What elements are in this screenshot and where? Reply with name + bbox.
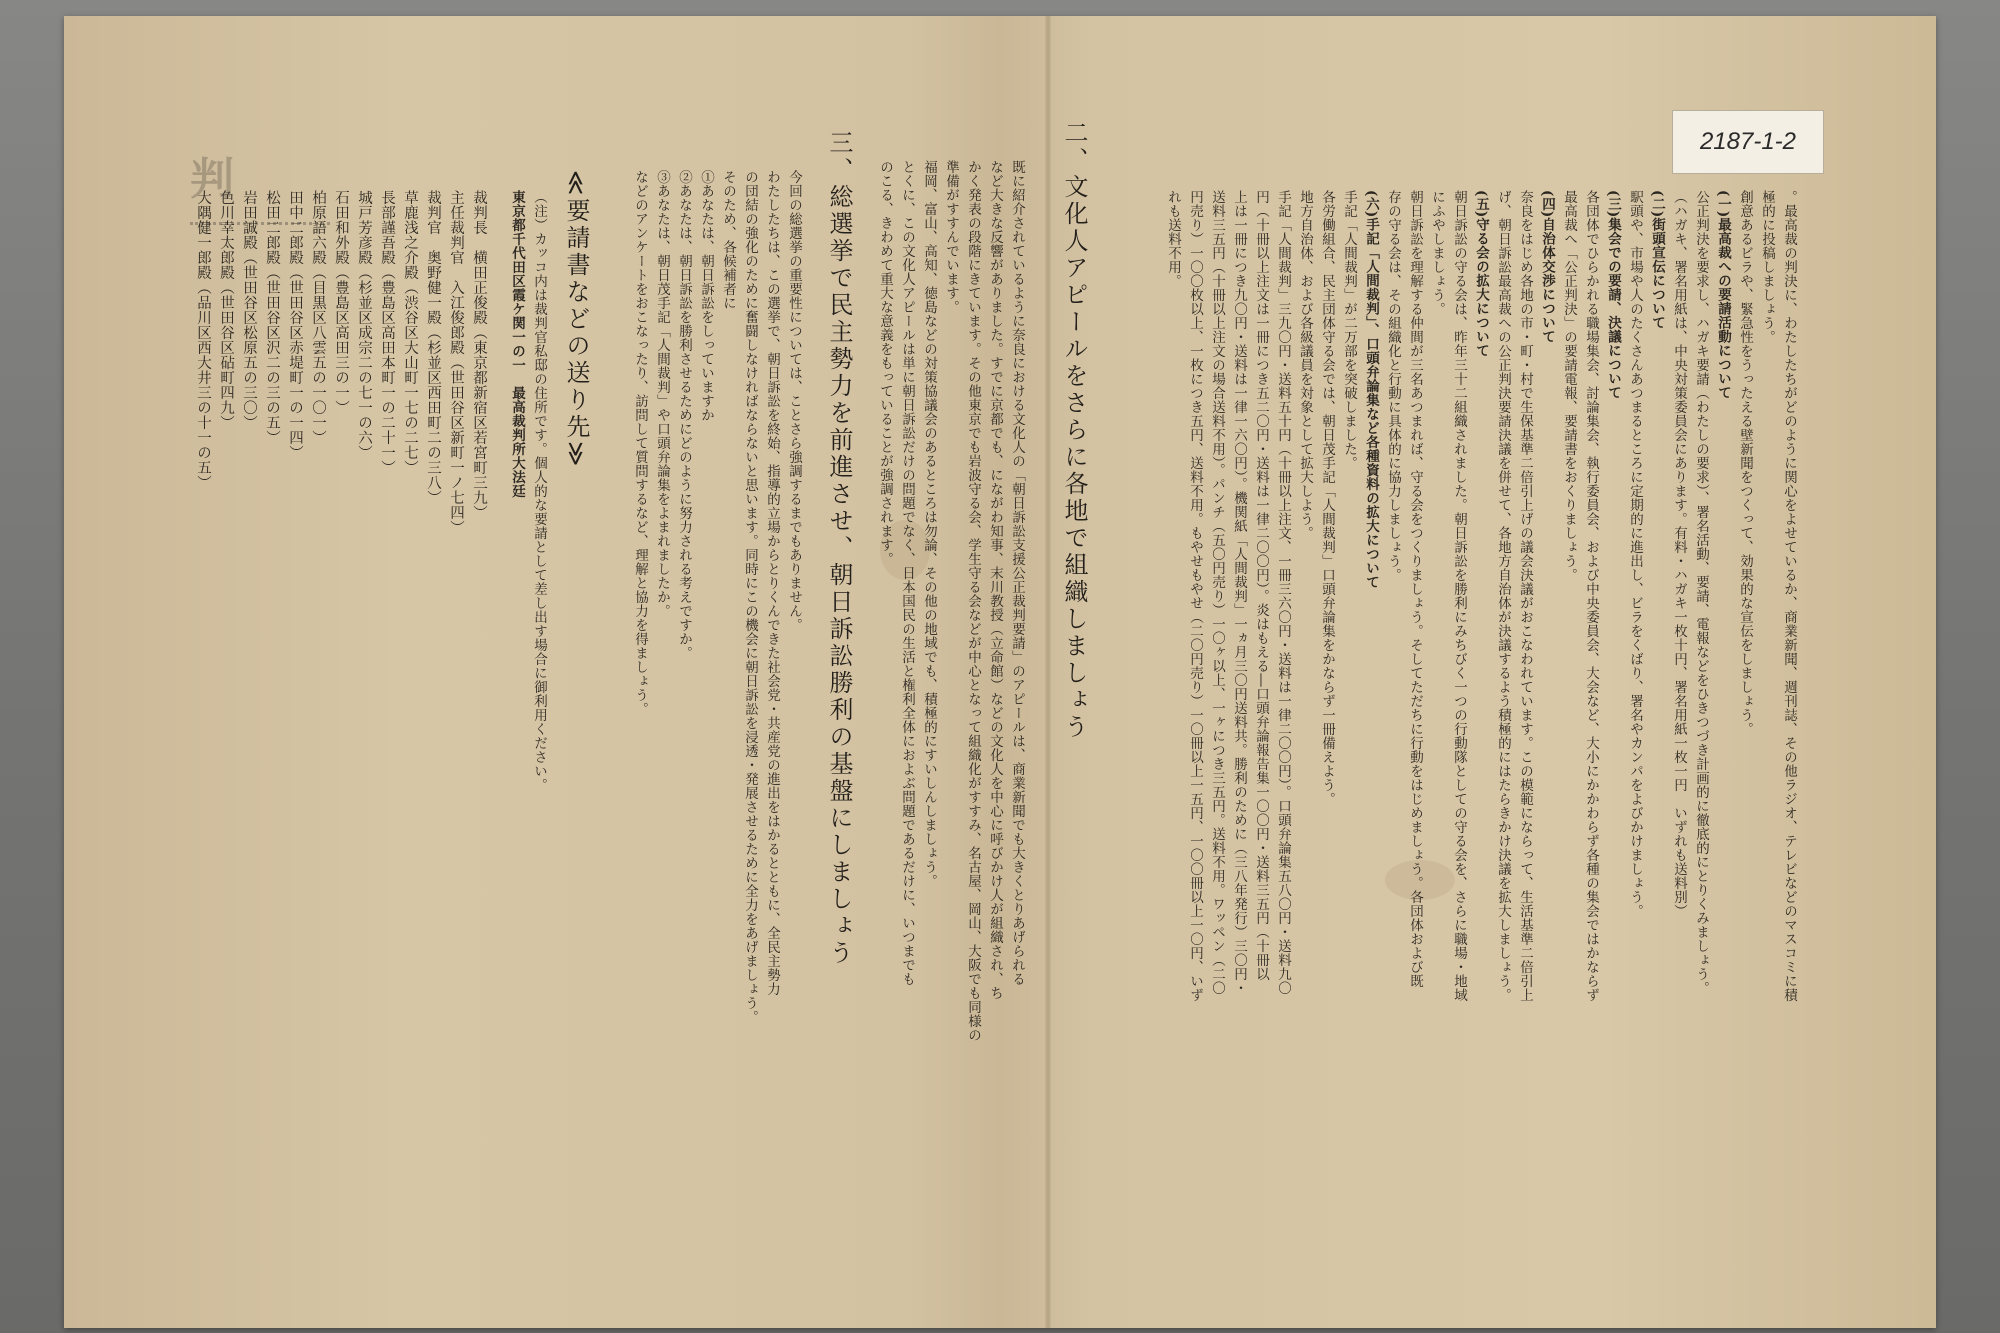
section-3-body bbox=[620, 170, 805, 1170]
section-1-line: 円（十冊以上注文は一冊につき五二〇円・送料は一律二〇〇円）。炎はもえる―口頭弁論報告集一〇〇円・送料三五円（十冊以 bbox=[1253, 190, 1269, 982]
section-1-line: (六)手記「人間裁判」、口頭弁論集など各種資料の拡大について bbox=[1363, 190, 1379, 590]
section-1-line: 存の守る会は、その組織化と行動に具体的に協力しましょう。 bbox=[1385, 190, 1401, 582]
section-1-line: 各団体でひらかれる職場集会、討論集会、執行委員会、および中央委員会、大会など、大小にかかわらず各種の集会ではかならず bbox=[1583, 190, 1599, 1002]
section-3-line: 今回の総選挙の重要性については、ことさら強調するまでもありません。 bbox=[786, 170, 802, 632]
section-1-line: (五)守る会の拡大について bbox=[1473, 190, 1489, 358]
section-1-line: 。最高裁の判決に、わたしたちがどのように関心をよせているか、商業新聞、週刊誌、その他ラジオ、テレビなどのマスコミに積 bbox=[1781, 190, 1797, 1002]
recipient-line: 主任裁判官 入江俊郎殿（世田谷区新町一ノ七四） bbox=[448, 190, 464, 535]
section-1-line: （ハガキ、署名用紙は、中央対策委員会にあります。有料・ハガキ一枚十円、署名用紙一枚一円 いずれも送料別） bbox=[1671, 190, 1687, 918]
recipient-line: 田中二郎殿（世田谷区赤堤町一の一四） bbox=[287, 190, 303, 460]
section-3-heading: 三、総選挙で民主勢力を前進させ、朝日訴訟勝利の基盤にしましょう bbox=[825, 130, 853, 967]
section-1-line: 朝日訴訟を理解する仲間が三名あつまれば、守る会をつくりましょう。そしてただちに行動をはじめましょう。各団体および既 bbox=[1407, 190, 1423, 988]
section-1-line: 手記「人間裁判」三九〇円・送料五十円（十冊以上注文、一冊三六〇円・送料は一律二〇〇円）。口頭弁論集五八〇円・送料九〇 bbox=[1275, 190, 1291, 996]
section-4-note bbox=[500, 190, 550, 1090]
section-1-line: 創意あるビラや、緊急性をうったえる壁新聞をつくって、効果的な宣伝をしましょう。 bbox=[1737, 190, 1753, 736]
recipient-line: 柏原語六殿（目黒区八雲五の一〇一） bbox=[310, 190, 326, 445]
section-1-line: 公正判決を要求し、ハガキ要請（わたしの要求）、署名活動、要請、電報などをひきつづき計画的に徹底的にとりくみましょう。 bbox=[1693, 190, 1709, 996]
section-3-line: などのアンケートをおこなったり、訪問して質問するなど、理解と協力を得ましょう。 bbox=[632, 170, 648, 716]
recipient-line: 岩田誠殿（世田谷区松原五の三〇） bbox=[241, 190, 257, 430]
section-2-line: など大きな反響がありました。すでに京都でも、にながわ知事、末川教授（立命館）などの文化人を中心に呼びかけ人が組織され、ち bbox=[987, 160, 1003, 1000]
section-1-line: にふやしましょう。 bbox=[1429, 190, 1445, 316]
section-1-line: (四)自治体交渉について bbox=[1539, 190, 1555, 344]
court-address: 東京都千代田区霞ケ関一の一 最高裁判所大法廷 bbox=[509, 190, 525, 498]
section-1-line: 駅頭や、市場や人のたくさんあつまるところに定期的に進出し、ビラをくばり、署名やカンパをよびかけましょう。 bbox=[1627, 190, 1643, 918]
section-2-line: 福岡、富山、高知、徳島などの対策協議会のあるところは勿論、その他の地域でも、積極的にすいしんしましょう。 bbox=[921, 160, 937, 888]
section-3-line: わたしたちは、この選挙で、朝日訴訟を終始、指導的立場からとりくんできた社会党・共産党の進出をはかるとともに、全民主勢力 bbox=[764, 170, 780, 996]
section-1-line: 上は一冊につき九〇円・送料は一律一六〇円）。機関紙「人間裁判」一ヵ月三〇円送料共。勝利のために（三八年発行）三〇円・ bbox=[1231, 190, 1247, 996]
section-2-heading: 二、文化人アピールをさらに各地で組織しましょう bbox=[1060, 120, 1088, 741]
recipient-line: 松田二郎殿（世田谷区沢二の三の五） bbox=[264, 190, 280, 445]
section-1-items bbox=[1150, 190, 1800, 1200]
section-3-line: ③あなたは、朝日茂手記「人間裁判」や口頭弁論集をよまれましたか。 bbox=[654, 170, 670, 618]
recipient-line: 色川幸太郎殿（世田谷区砧町四九） bbox=[218, 190, 234, 430]
section-4-heading: ≪要請書などの送り先≫ bbox=[562, 170, 590, 470]
section-3-line: の団結の強化のために奮闘しなければならないと思います。同時にこの機会に朝日訴訟を浸透・発展させるために全力をあげましょう。 bbox=[742, 170, 758, 1024]
section-2-body bbox=[858, 160, 1028, 1170]
section-3-line: ①あなたは、朝日訴訟をしっていますか bbox=[698, 170, 714, 422]
masthead-bleed: 判 bbox=[190, 154, 234, 205]
section-2-line: 既に紹介されているように奈良における文化人の「朝日訴訟支援公正裁判要請」のアピールは、商業新聞でも大きくとりあげられる bbox=[1009, 160, 1025, 986]
section-1-line: 奈良をはじめ各地の市・町・村で生保基準二倍引上げの議会決議がおこなわれています。この模範にならって、生活基準二倍引上 bbox=[1517, 190, 1533, 1002]
recipient-line: 裁判官 奥野健一殿（杉並区西田町二の三八） bbox=[425, 190, 441, 505]
section-2-line: とくに、この文化人アピールは単に朝日訴訟だけの問題でなく、日本国民の生活と権利全体におよぶ問題であるだけに、いつまでも bbox=[899, 160, 915, 986]
recipient-line: 裁判長 横田正俊殿（東京都新宿区若宮町三九） bbox=[471, 190, 487, 520]
section-4-recipients bbox=[180, 190, 490, 790]
section-3-line: ②あなたは、朝日訴訟を勝利させるためにどのように努力される考えですか。 bbox=[676, 170, 692, 660]
section-3-line: そのため、各候補者に bbox=[720, 170, 736, 310]
section-1-line: げ、朝日訴訟最高裁への公正判決要請決議を併せて、各地方自治体が決議するよう積極的にはたらきかけ決議を拡大しましょう。 bbox=[1495, 190, 1511, 1002]
section-1-line: (一)最高裁への要請活動について bbox=[1715, 190, 1731, 400]
section-1-line: 手記「人間裁判」が二万部を突破しました。 bbox=[1341, 190, 1357, 470]
section-1-line: 朝日訴訟の守る会は、昨年三十二組織されました。朝日訴訟を勝利にみちびく一つの行動隊としての守る会を、さらに職場・地域 bbox=[1451, 190, 1467, 1002]
section-1-line: 円売り）一〇〇枚以上、一枚につき五円、送料不用。もやせもやせ（二〇円売り）一〇冊以上一五円、一〇〇冊以上一〇円、いず bbox=[1187, 190, 1203, 1002]
recipient-line: 大隅健一郎殿（品川区西大井三の十一の五） bbox=[195, 190, 211, 490]
recipient-line: 草鹿浅之介殿（渋谷区大山町一七の二七） bbox=[402, 190, 418, 475]
section-2-line: 準備がすすんでいます。 bbox=[943, 160, 959, 314]
recipient-line: 城戸芳彦殿（杉並区成宗二の七一の六） bbox=[356, 190, 372, 460]
section-1-line: 各労働組合、民主団体守る会では、朝日茂手記「人間裁判」口頭弁論集をかならず一冊備えよう。 bbox=[1319, 190, 1335, 806]
section-2-line: かく発表の段階にきています。その他東京でも岩波守る会、学生守る会などが中心となって組織化がすすみ、名古屋、岡山、大阪でも同様の bbox=[965, 160, 981, 1042]
recipient-note: （注）カッコ内は裁判官私邸の住所です。個人的な要請として差し出す場合に御利用ください。 bbox=[531, 190, 547, 792]
section-1-line: れも送料不用。 bbox=[1165, 190, 1181, 288]
section-1-line: (二)街頭宣伝について bbox=[1649, 190, 1665, 330]
recipient-line: 石田和外殿（豊島区高田三の一） bbox=[333, 190, 349, 415]
section-2-line: のこる、きわめて重大な意義をもっていることが強調されます。 bbox=[877, 160, 893, 566]
section-1-line: 極的に投稿しましょう。 bbox=[1759, 190, 1775, 344]
section-1-line: 最高裁へ「公正判決」の要請電報、要請書をおくりましょう。 bbox=[1561, 190, 1577, 582]
recipient-line: 長部謹吾殿（豊島区高田本町一の二十一） bbox=[379, 190, 395, 475]
section-1-line: (三)集会での要請、決議について bbox=[1605, 190, 1621, 400]
section-1-line: 地方自治体、および各級議員を対象として拡大しよう。 bbox=[1297, 190, 1313, 540]
section-1-line: 送料三五円（十冊以上注文の場合送料不用）。パンチ（五〇円売り）一〇ヶ以上、一ヶにつき三五円。送料不用。ワッペン（二〇 bbox=[1209, 190, 1225, 996]
archive-label: 2187-1-2 bbox=[1672, 110, 1824, 174]
